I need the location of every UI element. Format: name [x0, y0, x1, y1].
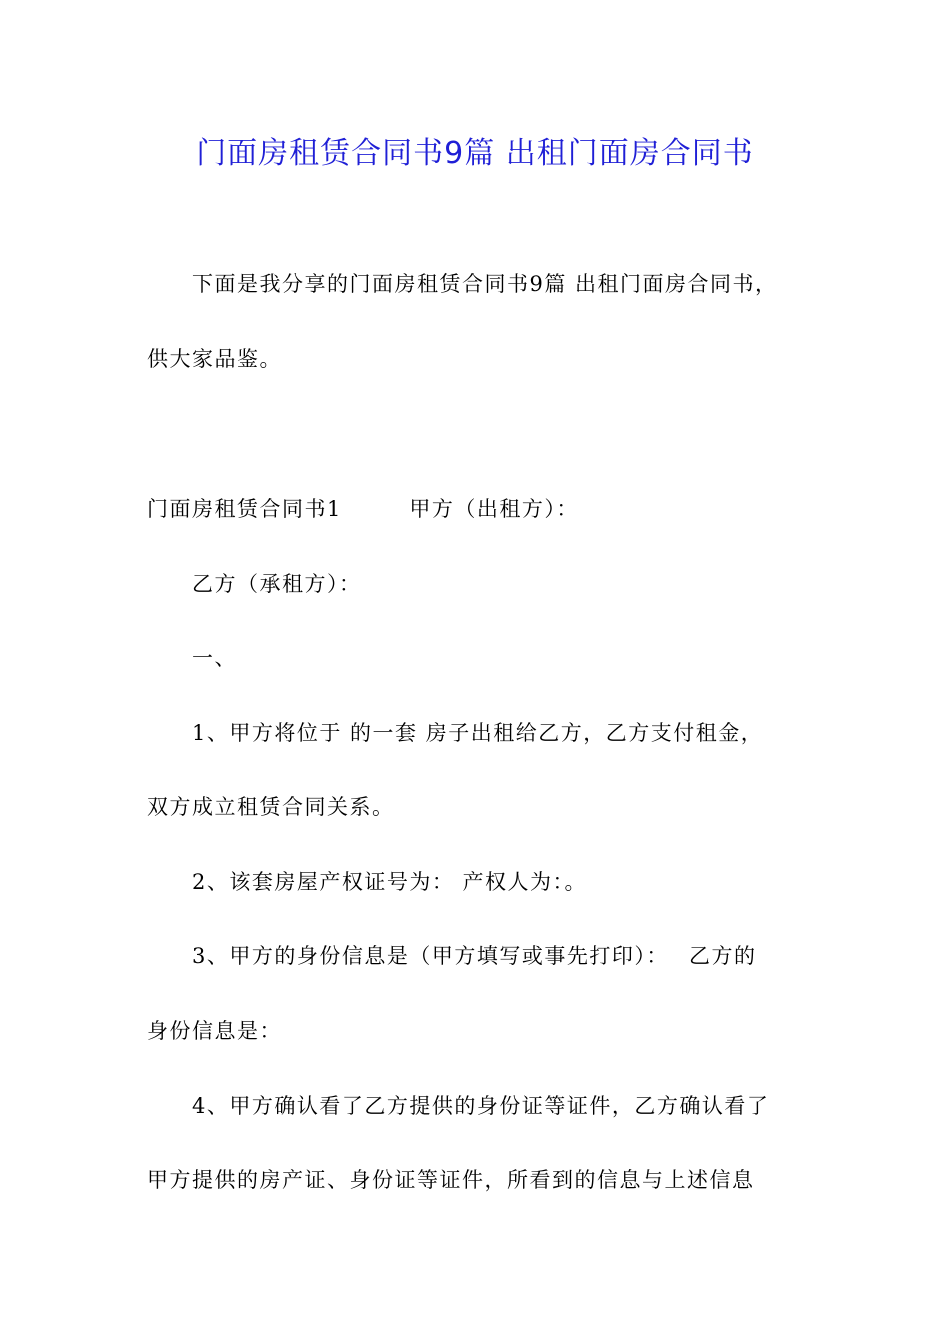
paragraph-line: 乙方（承租方）：: [192, 572, 362, 596]
paragraph-line: 2、该套房屋产权证号为： 产权人为：。: [192, 870, 588, 894]
paragraph-line: 甲方提供的房产证、身份证等证件，所看到的信息与上述信息: [147, 1168, 755, 1192]
paragraph-line: 1、甲方将位于 的一套 房子出租给乙方，乙方支付租金，: [192, 721, 764, 745]
paragraph-line: 3、甲方的身份信息是（甲方填写或事先打印）： 乙方的: [192, 944, 757, 968]
paragraph-line: 身份信息是：: [147, 1019, 282, 1043]
paragraph-line: 双方成立租赁合同关系。: [147, 795, 395, 819]
paragraph-line: 门面房租赁合同书1 甲方（出租方）：: [147, 497, 579, 521]
paragraph-line: 供大家品鉴。: [147, 347, 282, 371]
paragraph-line: 一、: [192, 646, 237, 670]
paragraph-line: 下面是我分享的门面房租赁合同书9篇 出租门面房合同书，: [192, 272, 778, 296]
paragraph-line: 4、甲方确认看了乙方提供的身份证等证件，乙方确认看了: [192, 1094, 770, 1118]
document-title: 门面房租赁合同书9篇 出租门面房合同书: [196, 136, 754, 171]
